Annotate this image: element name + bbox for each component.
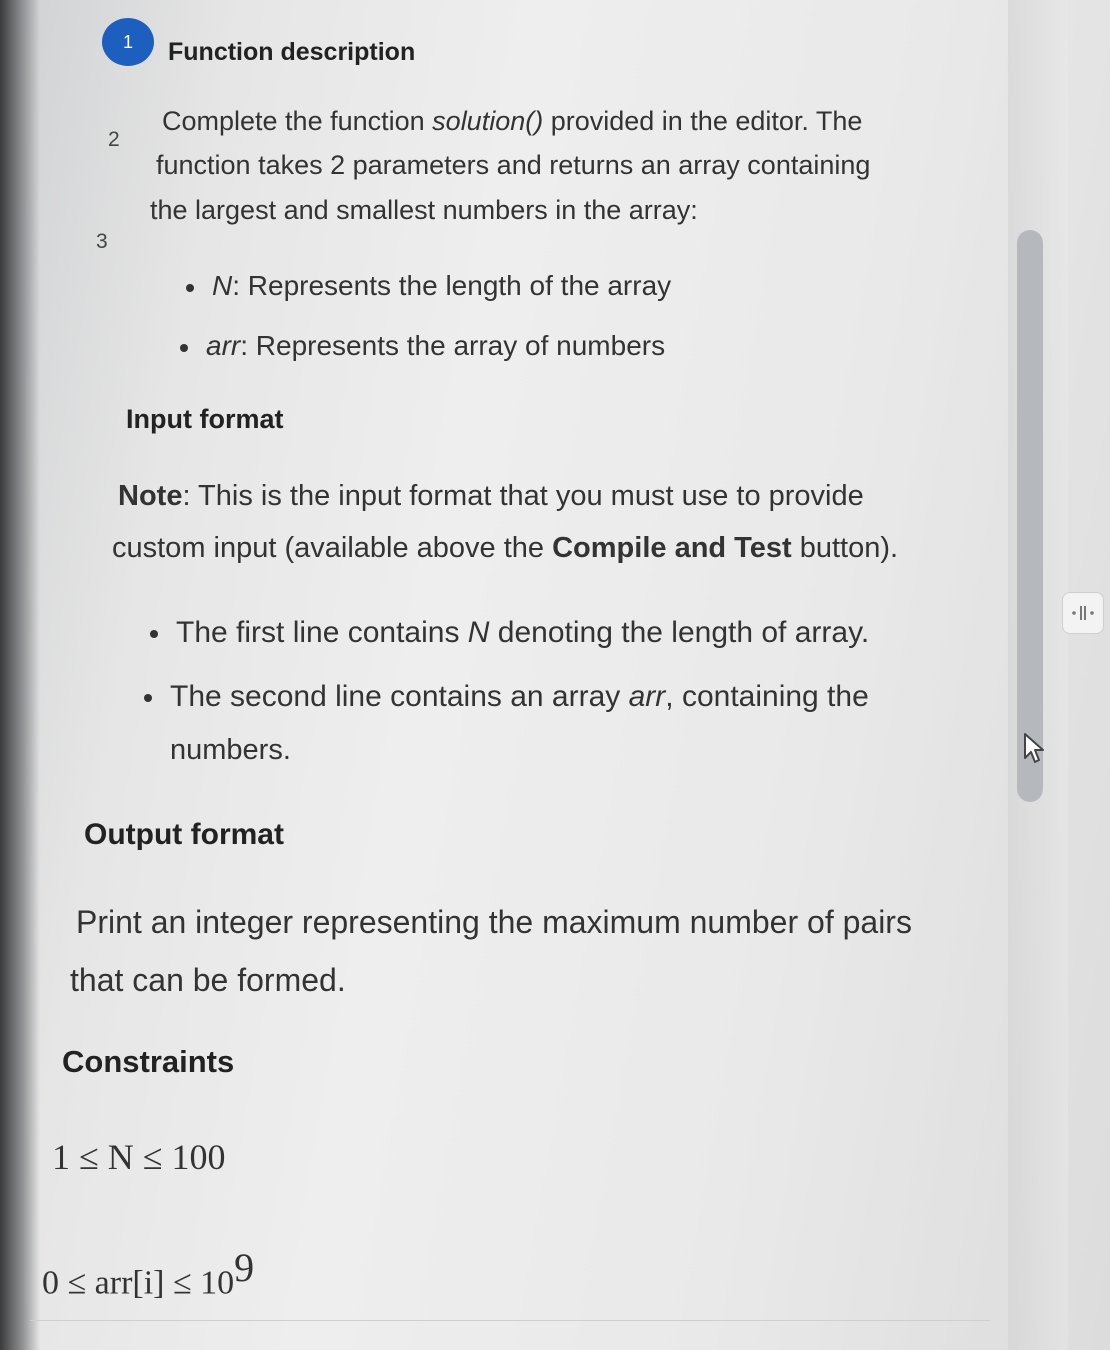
- constraints-heading: Constraints: [62, 1044, 235, 1079]
- input-note-line-1: [118, 480, 864, 513]
- bullet-dot: [150, 630, 158, 638]
- input-bullet-2-continued: numbers.: [170, 734, 291, 766]
- input-bullet-2: [144, 680, 869, 714]
- mouse-cursor-icon: [1022, 732, 1048, 766]
- text-segment: 0 ≤ arr[i] ≤ 10: [42, 1264, 235, 1302]
- exponent: 9: [234, 1245, 255, 1290]
- note-label: Note: [118, 480, 183, 512]
- function-description-heading: Function description: [168, 38, 416, 66]
- text-segment: : This is the input format that you must use to provide: [182, 480, 864, 512]
- param-text: : Represents the length of the array: [232, 270, 672, 301]
- param-name: N: [212, 270, 233, 301]
- function-name: solution(): [432, 106, 544, 136]
- compile-and-test-reference: Compile and Test: [552, 532, 792, 564]
- bullet-dot: [144, 694, 152, 702]
- param-item-n: [186, 270, 671, 302]
- function-description-line-3: the largest and smallest numbers in the array:: [150, 195, 698, 225]
- text-segment: The second line contains an array: [170, 680, 629, 713]
- step-2-number[interactable]: 2: [108, 128, 120, 151]
- text-segment: custom input (available above the: [112, 532, 553, 564]
- text-segment: button).: [791, 532, 899, 564]
- text-segment: denoting the length of array.: [489, 616, 870, 649]
- input-format-heading: Input format: [126, 404, 284, 434]
- resize-handle-icon[interactable]: [1062, 592, 1104, 634]
- constraint-arr: [42, 1244, 254, 1302]
- constraint-n: 1 ≤ N ≤ 100: [52, 1137, 226, 1177]
- text-segment: , containing the: [665, 680, 869, 713]
- text-segment: provided in the editor. The: [543, 106, 863, 136]
- function-description-line-2: function takes 2 parameters and returns an array containing: [156, 150, 871, 180]
- input-bullet-1: [150, 616, 869, 650]
- output-format-heading: Output format: [84, 818, 284, 851]
- function-description-line-1: [162, 106, 862, 137]
- bullet-dot: [186, 284, 194, 292]
- output-format-line-1: Print an integer representing the maximum number of pairs: [76, 904, 912, 940]
- param-item-arr: [180, 330, 665, 362]
- step-3-number[interactable]: 3: [96, 230, 108, 253]
- scrollbar-thumb[interactable]: [1017, 230, 1043, 802]
- variable-n: N: [467, 616, 490, 649]
- output-format-line-2: that can be formed.: [70, 962, 346, 998]
- param-text: : Represents the array of numbers: [240, 330, 666, 361]
- step-1-badge[interactable]: 1: [102, 18, 154, 66]
- bullet-dot: [180, 344, 188, 352]
- param-name: arr: [206, 330, 241, 361]
- text-segment: The first line contains: [176, 616, 468, 649]
- variable-arr: arr: [628, 680, 666, 713]
- section-divider: [30, 1320, 990, 1321]
- drag-bars-glyph: [1070, 603, 1096, 623]
- text-segment: Complete the function: [162, 106, 433, 136]
- input-note-line-2: [112, 532, 898, 565]
